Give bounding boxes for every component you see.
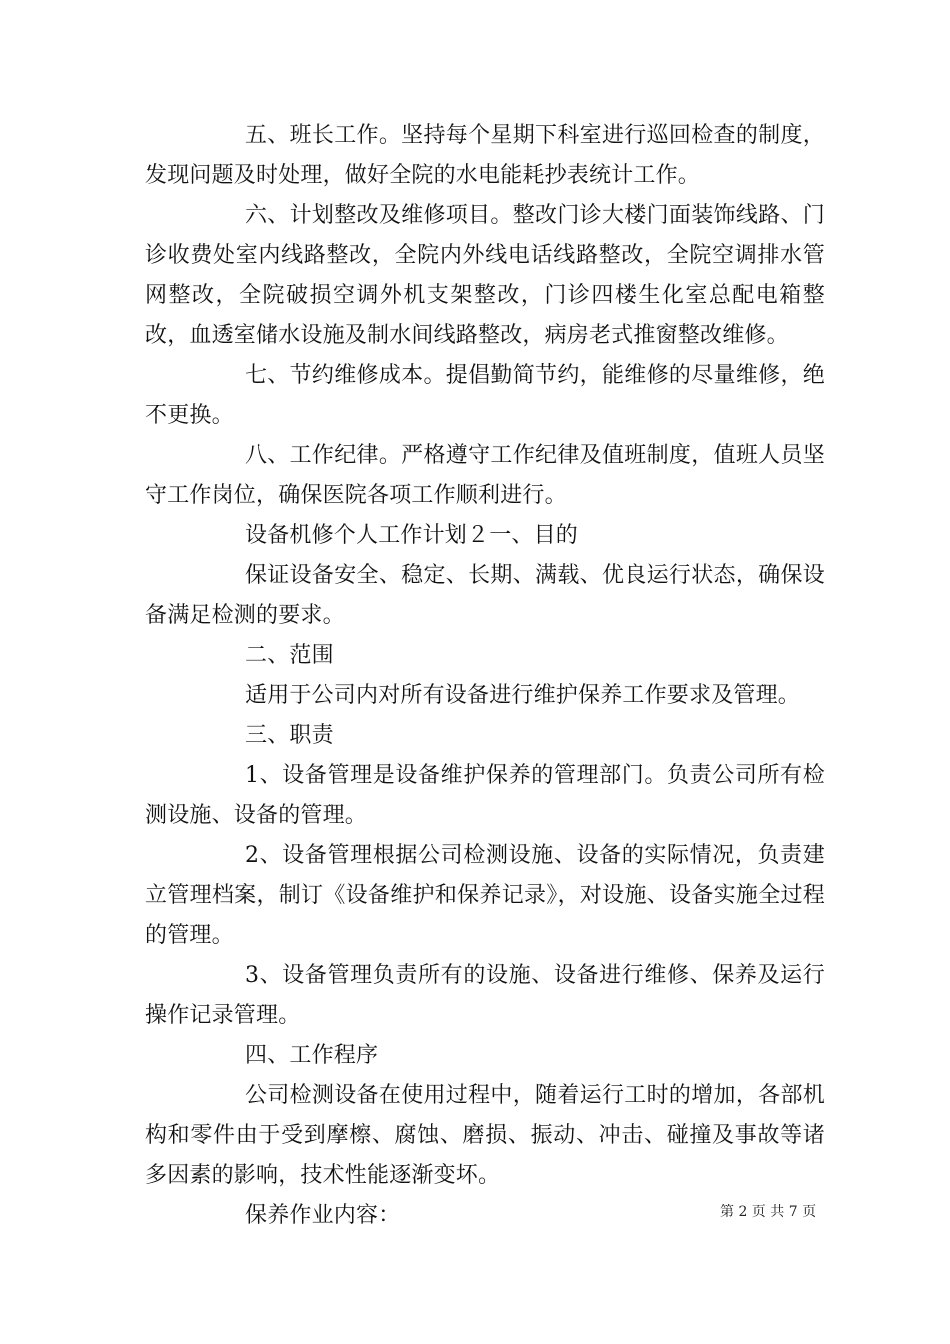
document-body [145, 116, 825, 1236]
paragraph-section-6: 六、计划整改及维修项目。整改门诊大楼门面装饰线路、门诊收费处室内线路整改，全院内外线电话线路整改，全院空调排水管网整改，全院破损空调外机支架整改，门诊四楼生化室总配电箱整改，血透室储水设施及制水间线路整改，病房老式推窗整改维修。 [145, 203, 825, 348]
paragraph-responsibility-3: 3、设备管理负责所有的设施、设备进行维修、保养及运行操作记录管理。 [145, 963, 825, 1028]
paragraph-responsibility-1: 1、设备管理是设备维护保养的管理部门。负责公司所有检测设施、设备的管理。 [145, 763, 825, 828]
plan-2-heading: 设备机修个人工作计划２一、目的 [245, 523, 579, 548]
paragraph-purpose: 保证设备安全、稳定、长期、满载、优良运行状态，确保设备满足检测的要求。 [145, 563, 825, 628]
heading-procedure: 四、工作程序 [245, 1043, 379, 1068]
heading-responsibilities: 三、职责 [245, 723, 334, 748]
paragraph-scope: 适用于公司内对所有设备进行维护保养工作要求及管理。 [245, 683, 801, 708]
paragraph-section-8: 八、工作纪律。严格遵守工作纪律及值班制度，值班人员坚守工作岗位，确保医院各项工作顺利进行。 [145, 443, 825, 508]
page-number-footer: 第 2 页 共 7 页 [720, 1204, 817, 1220]
paragraph-procedure: 公司检测设备在使用过程中，随着运行工时的增加，各部机构和零件由于受到摩檫、腐蚀、磨损、振动、冲击、碰撞及事故等诸多因素的影响，技术性能逐渐变坏。 [145, 1083, 825, 1188]
paragraph-section-5: 五、班长工作。坚持每个星期下科室进行巡回检查的制度，发现问题及时处理，做好全院的水电能耗抄表统计工作。 [145, 123, 825, 188]
heading-scope: 二、范围 [245, 643, 334, 668]
paragraph-maintenance-content: 保养作业内容： [245, 1203, 401, 1228]
paragraph-section-7: 七、节约维修成本。提倡勤简节约，能维修的尽量维修，绝不更换。 [145, 363, 825, 428]
paragraph-responsibility-2: 2、设备管理根据公司检测设施、设备的实际情况，负责建立管理档案，制订《设备维护和保养记录》，对设施、设备实施全过程的管理。 [145, 843, 825, 948]
